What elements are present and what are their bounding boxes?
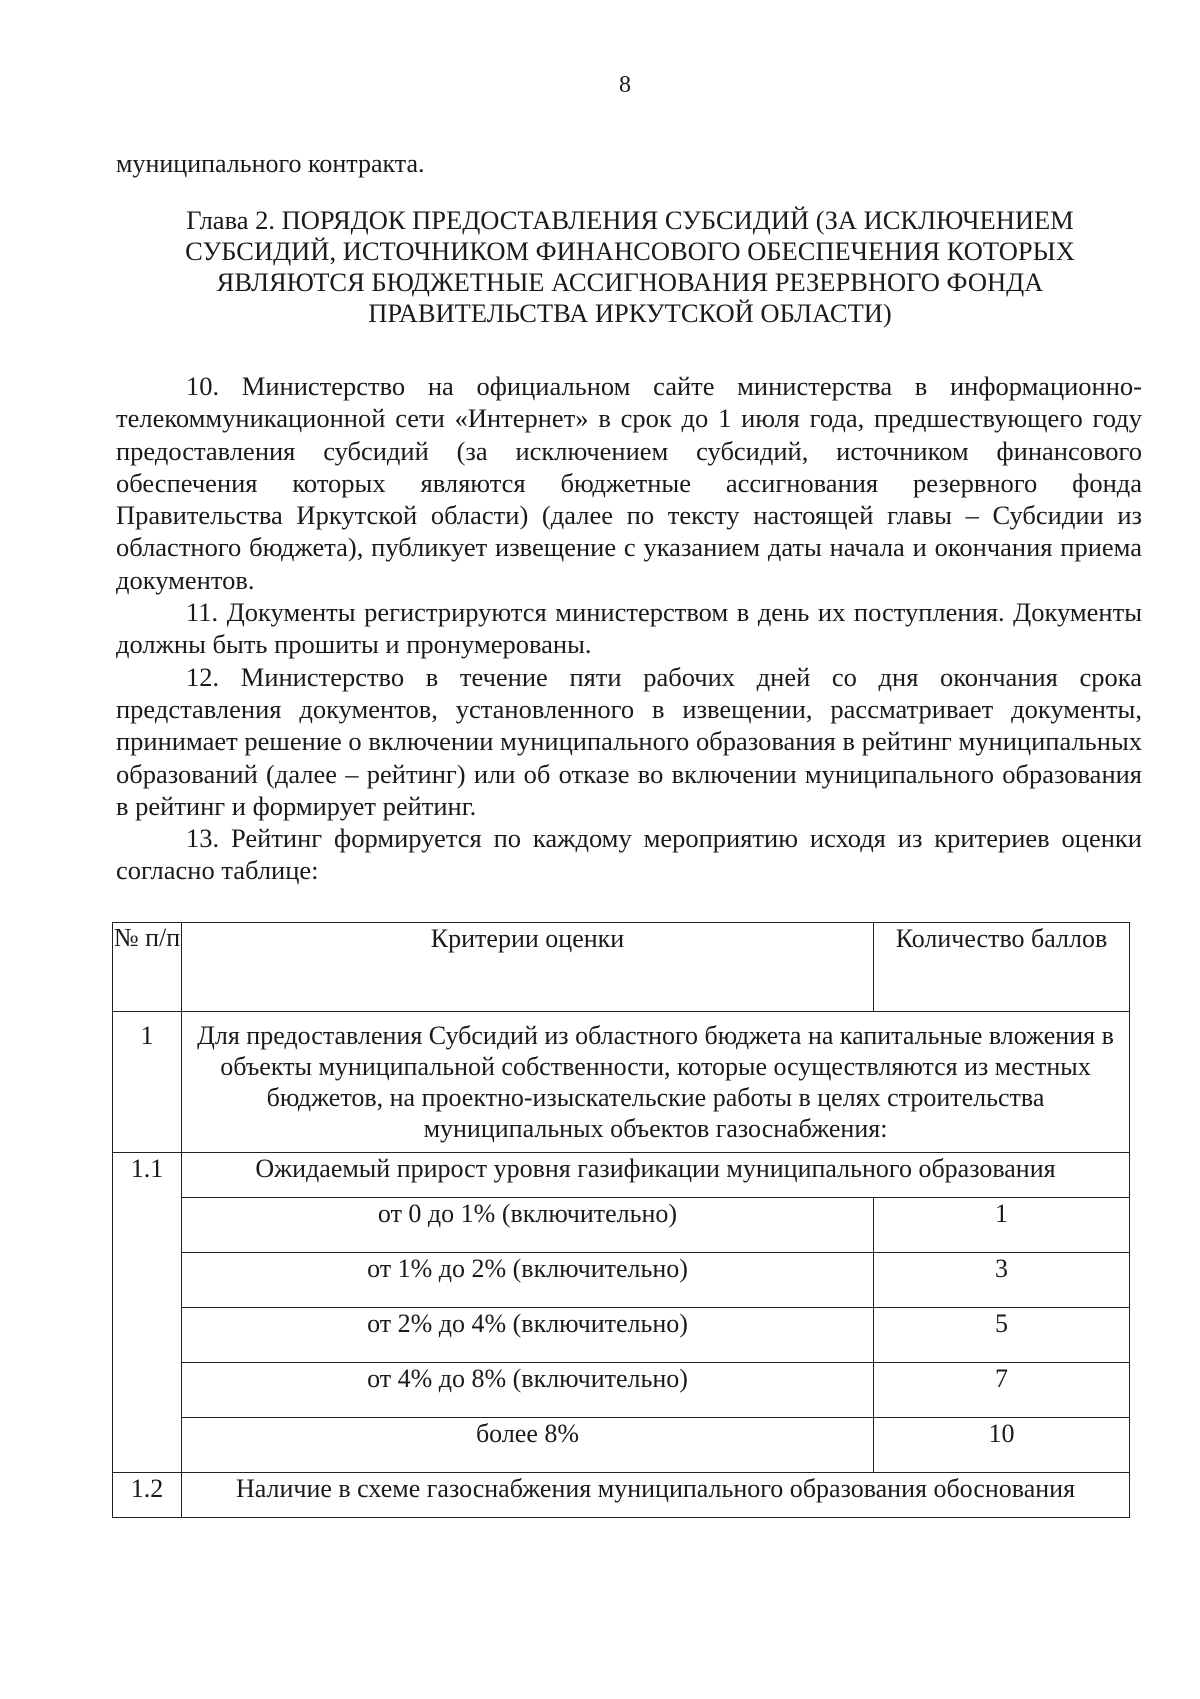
table-row-option [113, 1308, 1130, 1363]
row-number: 1.1 [113, 1153, 182, 1473]
header-criteria: Критерии оценки [182, 923, 874, 1012]
row-number: 1 [113, 1012, 182, 1153]
option-points: 3 [874, 1253, 1130, 1308]
paragraph-11: 11. Документы регистрируются министерством в день их поступления. Документы должны быть прошиты и пронумерованы. [116, 597, 1142, 660]
header-number: № п/п [113, 923, 182, 1012]
criterion-description: Ожидаемый прирост уровня газификации муниципального образования [182, 1153, 1130, 1198]
table-row-criterion-1-2 [113, 1473, 1130, 1518]
chapter-title-line: СУБСИДИЙ, ИСТОЧНИКОМ ФИНАНСОВОГО ОБЕСПЕЧЕНИЯ КОТОРЫХ [185, 236, 1075, 266]
option-label: от 1% до 2% (включительно) [182, 1253, 874, 1308]
chapter-title [110, 205, 1150, 329]
row-number: 1.2 [113, 1473, 182, 1518]
table-row-section-1 [113, 1012, 1130, 1153]
table-row-option [113, 1418, 1130, 1473]
paragraph-13: 13. Рейтинг формируется по каждому мероприятию исходя из критериев оценки согласно таблице: [116, 823, 1142, 886]
continuation-text: муниципального контракта. [116, 149, 425, 178]
criteria-table [112, 922, 1130, 1518]
option-label: от 4% до 8% (включительно) [182, 1363, 874, 1418]
option-points: 7 [874, 1363, 1130, 1418]
table-row-criterion-1-1 [113, 1153, 1130, 1198]
table-row-option [113, 1363, 1130, 1418]
option-points: 5 [874, 1308, 1130, 1363]
page-number: 8 [619, 72, 631, 98]
option-points: 1 [874, 1198, 1130, 1253]
table-row-option [113, 1253, 1130, 1308]
criterion-description: Наличие в схеме газоснабжения муниципального образования обоснования [182, 1473, 1130, 1518]
header-points: Количество баллов [874, 923, 1130, 1012]
option-label: более 8% [182, 1418, 874, 1473]
body-text [116, 370, 1142, 887]
section-description: Для предоставления Субсидий из областного бюджета на капитальные вложения в объекты муниципальной собственности, которые осуществляются из местных бюджетов, на проектно-изыскательские работы в целях строительства муниципальных объектов газоснабжения: [182, 1012, 1130, 1153]
option-label: от 2% до 4% (включительно) [182, 1308, 874, 1363]
chapter-title-line: ЯВЛЯЮТСЯ БЮДЖЕТНЫЕ АССИГНОВАНИЯ РЕЗЕРВНОГО ФОНДА [216, 267, 1044, 297]
table-row-option [113, 1198, 1130, 1253]
paragraph-12: 12. Министерство в течение пяти рабочих дней со дня окончания срока представления документов, установленного в извещении, рассматривает документы, принимает решение о включении муниципального образования в рейтинг муниципальных образований (далее – рейтинг) или об отказе во включении муниципального образования в рейтинг и формирует рейтинг. [116, 661, 1142, 821]
chapter-title-line: ПРАВИТЕЛЬСТВА ИРКУТСКОЙ ОБЛАСТИ) [368, 298, 892, 328]
table-header-row [113, 923, 1130, 1012]
option-points: 10 [874, 1418, 1130, 1473]
chapter-title-line: Глава 2. ПОРЯДОК ПРЕДОСТАВЛЕНИЯ СУБСИДИЙ (ЗА ИСКЛЮЧЕНИЕМ [186, 205, 1074, 235]
option-label: от 0 до 1% (включительно) [182, 1198, 874, 1253]
paragraph-10: 10. Министерство на официальном сайте министерства в информационно-телекоммуникационной сети «Интернет» в срок до 1 июля года, предшествующего году предоставления субсидий (за исключением субсидий, источником финансового обеспечения которых являются бюджетные ассигнования резервного фонда Правительства Иркутской области) (далее по тексту настоящей главы – Субсидии из областного бюджета), публикует извещение с указанием даты начала и окончания приема документов. [116, 371, 1142, 595]
